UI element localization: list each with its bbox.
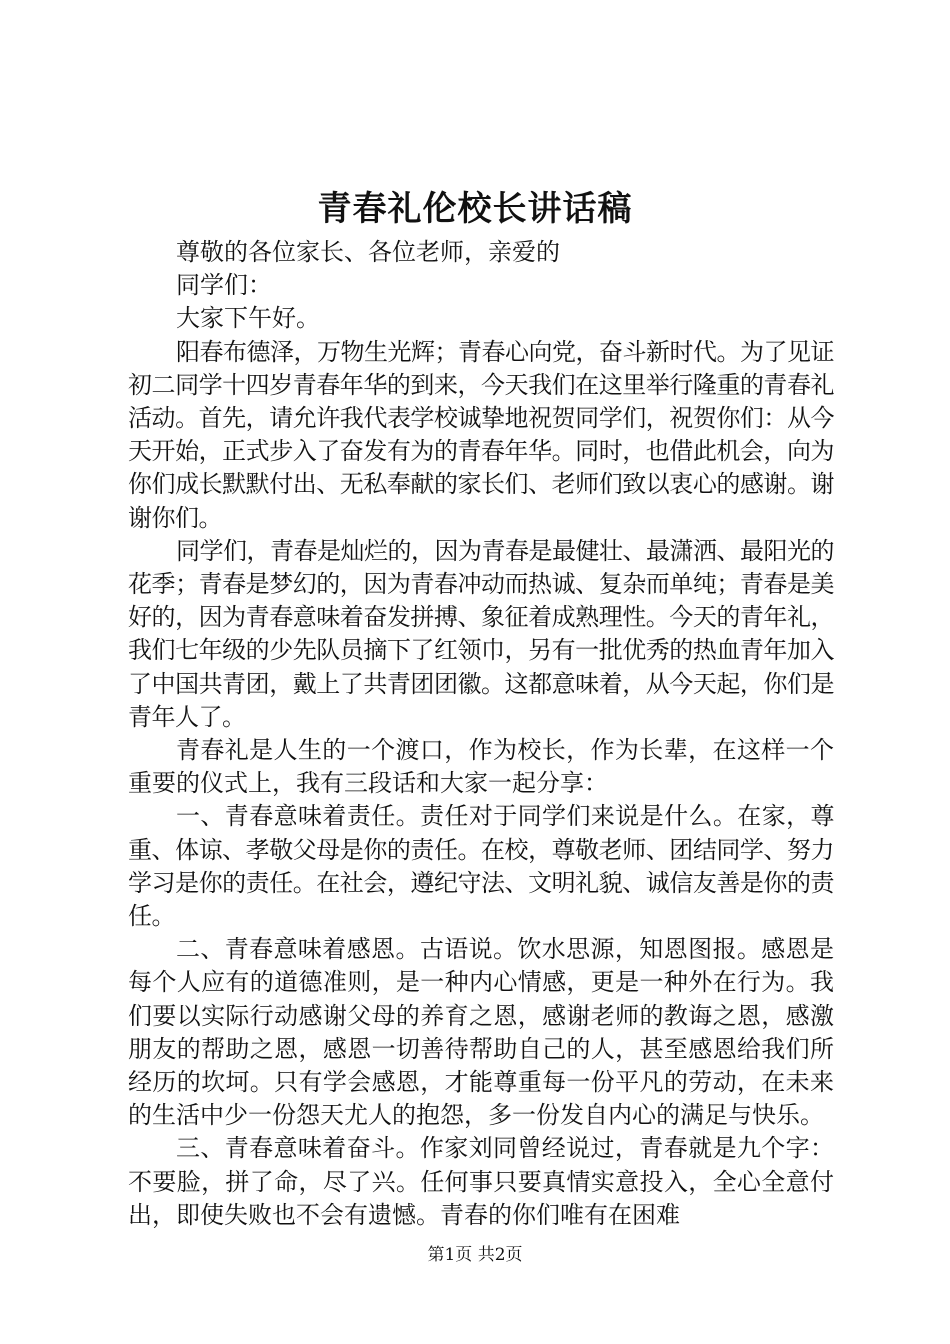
body-paragraph: 青春礼是人生的一个渡口，作为校长，作为长辈，在这样一个重要的仪式上，我有三段话和大家一起分享：	[128, 736, 834, 798]
body-paragraph: 同学们，青春是灿烂的，因为青春是最健壮、最潇洒、最阳光的花季；青春是梦幻的，因为青春冲动而热诚、复杂而单纯；青春是美好的，因为青春意味着奋发拼搏、象征着成熟理性。今天的青年礼，我们七年级的少先队员摘下了红领巾，另有一批优秀的热血青年加入了中国共青团，戴上了共青团团徽。这都意味着，从今天起，你们是青年人了。	[128, 536, 834, 731]
salutation-line-1: 尊敬的各位家长、各位老师，亲爱的	[176, 238, 560, 266]
body-paragraph: 阳春布德泽，万物生光辉；青春心向党，奋斗新时代。为了见证初二同学十四岁青春年华的到来，今天我们在这里举行隆重的青春礼活动。首先，请允许我代表学校诚挚地祝贺同学们，祝贺你们：从今天开始，正式步入了奋发有为的青春年华。同时，也借此机会，向为你们成长默默付出、无私奉献的家长们、老师们致以衷心的感谢。谢谢你们。	[128, 337, 834, 532]
body-paragraph: 三、青春意味着奋斗。作家刘同曾经说过，青春就是九个字：不要脸，拼了命，尽了兴。任何事只要真情实意投入，全心全意付出，即使失败也不会有遗憾。青春的你们唯有在困难	[128, 1134, 834, 1229]
body-paragraph: 二、青春意味着感恩。古语说。饮水思源，知恩图报。感恩是每个人应有的道德准则，是一种内心情感，更是一种外在行为。我们要以实际行动感谢父母的养育之恩，感谢老师的教诲之恩，感激朋友的帮助之恩，感恩一切善待帮助自己的人，甚至感恩给我们所经历的坎坷。只有学会感恩，才能尊重每一份平凡的劳动，在未来的生活中少一份怨天尤人的抱怨，多一份发自内心的满足与快乐。	[128, 935, 834, 1130]
document-body	[128, 236, 834, 1232]
document-title: 青春礼伦校长讲话稿	[317, 189, 633, 229]
greeting-paragraph: 大家下午好。	[176, 304, 320, 333]
body-paragraph: 一、青春意味着责任。责任对于同学们来说是什么。在家，尊重、体谅、孝敬父母是你的责任。在校，尊敬老师、团结同学、努力学习是你的责任。在社会，遵纪守法、文明礼貌、诚信友善是你的责任。	[128, 802, 834, 931]
salutation-line-2: 同学们：	[176, 271, 272, 300]
page-number-footer: 第1页 共2页	[427, 1245, 523, 1265]
